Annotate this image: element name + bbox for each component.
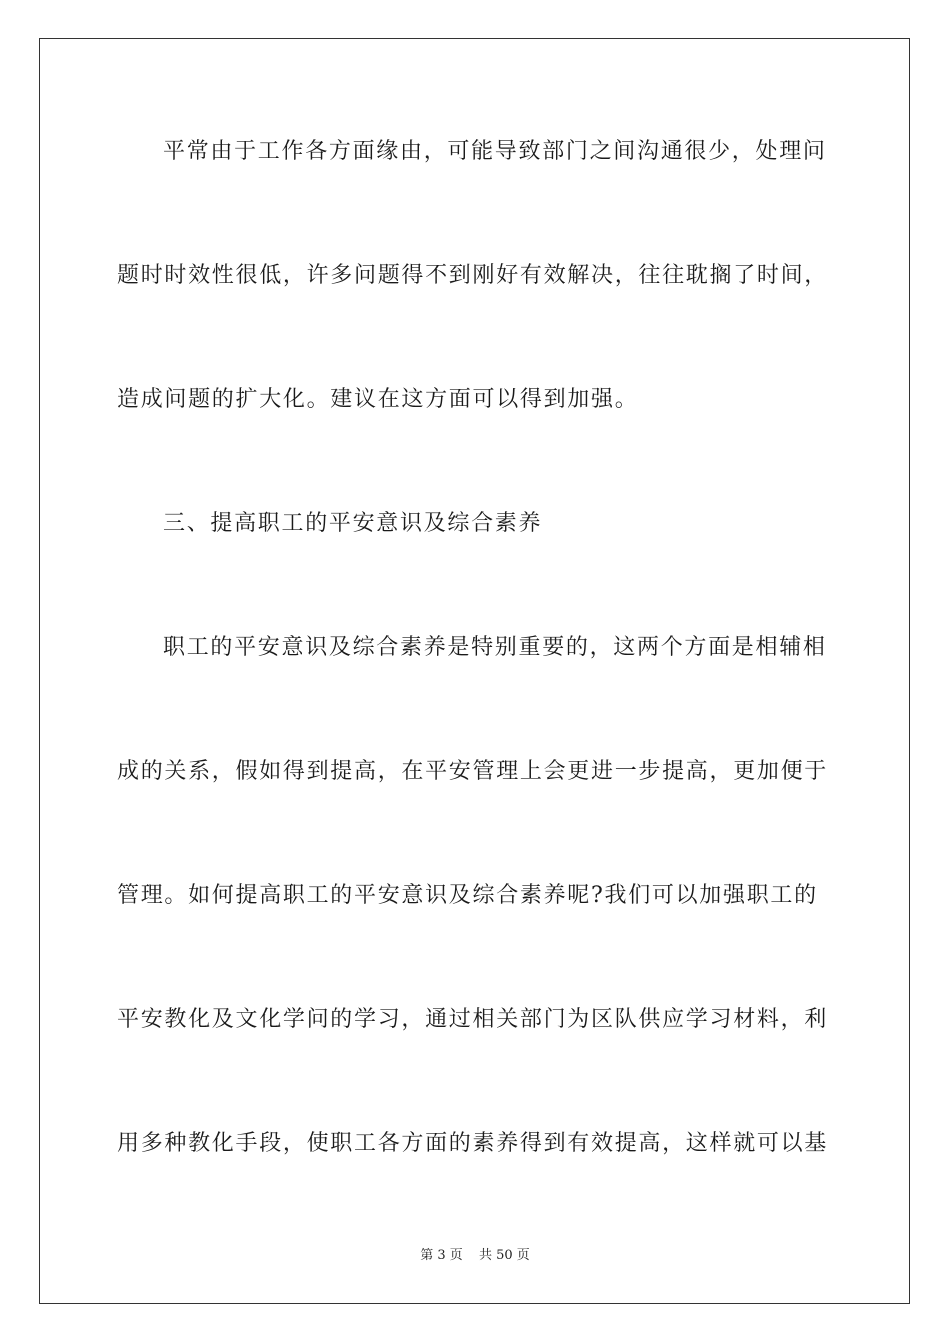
body-text-line: 平安教化及文化学问的学习，通过相关部门为区队供应学习材料，利 (117, 1007, 829, 1032)
page-footer (0, 1247, 950, 1265)
section-heading: 三、提高职工的平安意识及综合素养 (163, 511, 543, 536)
body-text-line: 成的关系，假如得到提高，在平安管理上会更进一步提高，更加便于 (117, 759, 829, 784)
body-text-line: 职工的平安意识及综合素养是特别重要的，这两个方面是相辅相 (163, 635, 827, 660)
body-text-line: 平常由于工作各方面缘由，可能导致部门之间沟通很少，处理问 (163, 139, 827, 164)
page-border (39, 38, 910, 1304)
body-text-line: 管理。如何提高职工的平安意识及综合素养呢?我们可以加强职工的 (117, 883, 818, 908)
page-number: 第 3 页 (420, 1248, 463, 1263)
page-total: 共 50 页 (478, 1248, 530, 1263)
body-text-line: 造成问题的扩大化。建议在这方面可以得到加强。 (117, 387, 639, 412)
body-text-line: 用多种教化手段，使职工各方面的素养得到有效提高，这样就可以基 (117, 1131, 829, 1156)
body-text-line: 题时时效性很低，许多问题得不到刚好有效解决，往往耽搁了时间， (117, 263, 829, 288)
